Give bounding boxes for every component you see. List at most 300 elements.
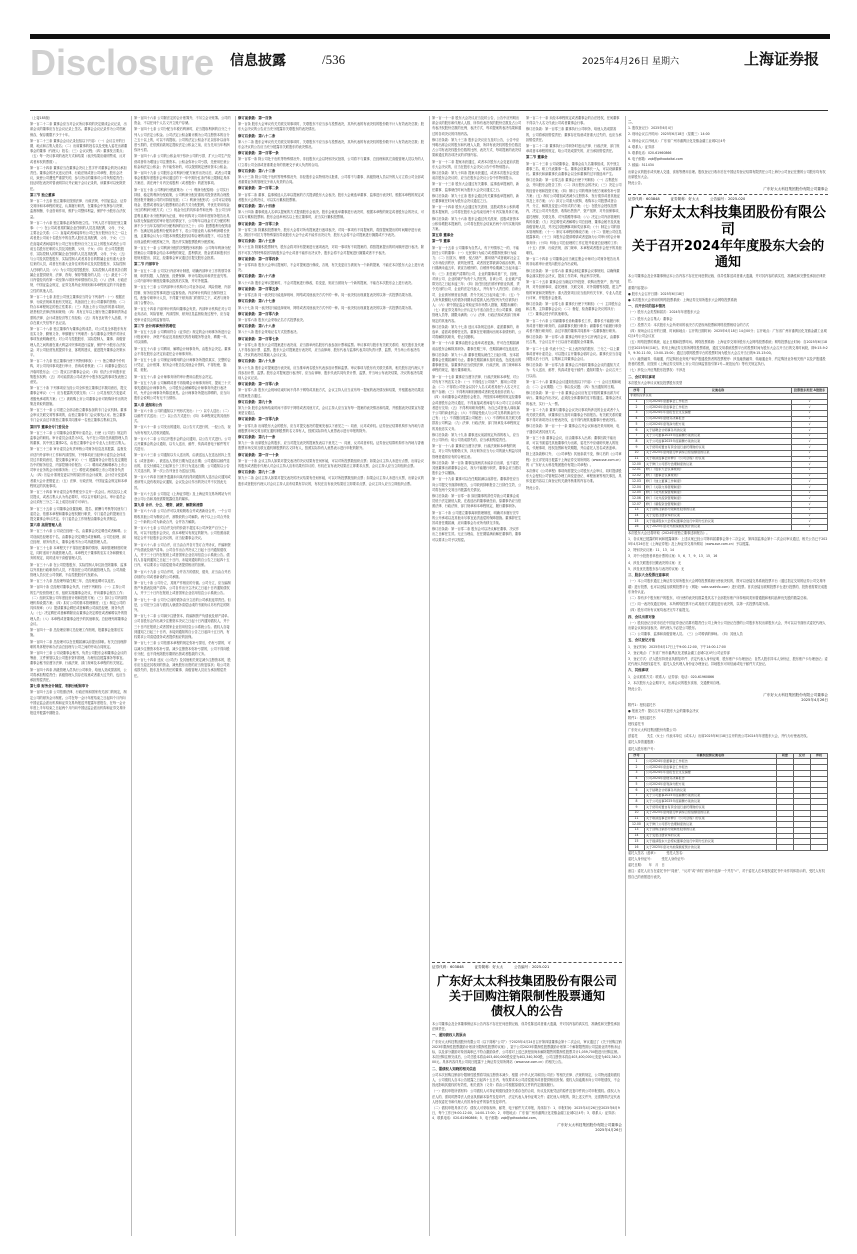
paragraph: 修订后条款：第八十二条: [238, 133, 276, 138]
paragraph: 第一百三十九条 总经理每届任期三年，总经理连聘可以连任。: [30, 579, 118, 584]
vote-mark-cell: √: [792, 473, 828, 479]
paragraph: 第八十六条 股东会审议提案时，不会对提案进行修改，若变更，则应当被视为一个新的提案，不能在本次股东会上进行表决。: [238, 280, 415, 285]
paragraph: 第一百零一条 除公司处于危机等特殊情况外，非经股东大会以特别决议批准，公司将不与董事、总经理和其它高级管理人员以外的人订立将公司全部或者重要业务的管理交予该人负责的合同。: [238, 157, 424, 167]
table-cell: 关于续聘会计师事务所的议案: [644, 428, 791, 434]
paragraph: 修订后条款：第一百零一条 如因董事的辞任导致公司董事会成员低于法定最低人数，在改选出的董事就任前，原董事仍应当依照法律、行政法规、部门规章和本章程规定，履行董事职务。: [432, 494, 522, 509]
paragraph: 5、涉及优先股股东参与表决的议案：无: [628, 566, 685, 571]
paragraph: 委托人身份证号： 受托人身份证号：: [628, 856, 687, 861]
column-divider: [131, 116, 132, 1236]
proxy-table: [628, 753, 828, 851]
paragraph: 修订后条款：第一百零八条 董事会每年至少召开两次会议，由董事长召集，于会议召开十日以前书面通知全体董事。: [526, 335, 620, 345]
table-cell: 修订《股东大会议事规则》: [644, 467, 791, 473]
paragraph: 修订前条款：第一百零二条: [238, 186, 279, 191]
paragraph: 第八十九条 股东会对提案进行表决前，应当推举两名股东代表参加计票和监票。审议事项与股东有关联关系的，相关股东及代理人不得参加计票、监票。股东会对提案进行表决时，应当由律师、股东代表共同负责计票、监票，并当场公布表决结果，决议的表决结果载入会议记录。: [238, 365, 424, 380]
table-cell: 公司2024年度董事会工作报告: [644, 759, 776, 765]
masthead: [30, 34, 830, 84]
paragraph: 第一百二十三条 董事会会议记录包括以下内容：（一）会议召开的日期、地点和召集人姓名；（二）出席董事的姓名以及受他人委托出席董事会的董事（代理人）姓名；（三）会议议程；（四）董事发言要点；（五）每一决议事项的表决方式和结果（表决结果应载明赞成、反对或者弃权的票数）。: [30, 138, 128, 164]
table-cell: 6: [629, 428, 645, 434]
table-header-cell: 投票股东类型 A股股东: [792, 388, 828, 394]
table-cell: 3: [629, 770, 645, 776]
paragraph: 六、其他事项: [628, 668, 649, 673]
paragraph: （一）股东大会类型和届次：2024年年度股东大会: [628, 310, 700, 315]
paragraph: （一）债权申报所需材料：公司债权人可持证明债权债务关系存在的合同、协议及其他凭证的原件及复印件到公司申报债权。债权人为法人的，需同时携带法人营业执照副本原件及复印件、法定代表人身份证明文件；委托他人申报的，除上述文件外，还需携带法定代表人授权委托书和代理人有效身份证件的原件及复印件。: [432, 1089, 621, 1104]
table-section-cell: 非累积投票议案: [629, 393, 828, 399]
paragraph: 第一百一十九条 董事可以在任期届满以前辞任。董事辞任应当向公司提交书面辞职报告，公司收到辞职报告之日辞任生效，公司将在两个交易日内披露有关情况。: [432, 477, 522, 492]
notice-code-line: 证券代码：603848 证券简称：好太太 公告编号：2025-021: [432, 965, 550, 969]
notice-title-line-2: 关于召开2024年年度股东大会的: [631, 239, 825, 255]
table-cell: 修订《董事会议事规则》: [644, 473, 791, 479]
paragraph: 委托人股东账户号：: [628, 746, 657, 751]
paragraph: （四）股东对所有议案均表决完毕才能提交。: [628, 608, 692, 613]
paragraph: 重要内容提示：: [628, 285, 651, 290]
paragraph: 第九十二条 会议主持人如果对提交表决的决议结果有任何怀疑，可以对所投票数组织点票；如果会议主持人未进行点票，出席会议的股东或者股东代理人对会议主持人宣布结果有异议的，有权在宣布表决结果后立即要求点票，会议主持人应当立即组织点票。: [238, 476, 424, 486]
table-header-cell: 序号: [629, 388, 645, 394]
paragraph: 第一百三十五条 公司董事会设置战略、提名、薪酬与考核等其他专门委员会，依照本章程和董事会授权履行职责，专门委员会的提案应当提交董事会审议决定。专门委员会工作规程由董事会负责制定。: [30, 506, 127, 522]
table-cell: 7: [629, 433, 645, 439]
vote-mark-cell: √: [792, 479, 828, 485]
paragraph: 第一百零六条 股东大会采取记名方式投票表决。: [238, 317, 306, 322]
paragraph: （五）网络投票的系统、起止日期和投票时间。网络投票系统：上海证券交易所股东大会网络投票系统；网络投票起止时间：自2025年6月18日至2025年6月18日。采用上海证券交易所网络投票系统，通过交易系统投票平台的投票时间为股东大会召开当日的交易时间段，即9:15-9:25，9:30-11:30，13:00-15:00；通过互联网投票平台的投票时间为股东大会召开当日的9:15-15:00。: [628, 340, 828, 355]
paragraph: （六）融资融券、转融通、约定购回业务账户和沪股通投资者的投票程序：涉及融资融券、转融通业务、约定购回业务相关账户以及沪股通投资者的投票，应按照《上海证券交易所上市公司自律监管指引第1号—规范运作》等有关规定执行。: [628, 357, 826, 367]
text-column-2: [134, 116, 232, 1236]
column-divider: [429, 116, 430, 1236]
paragraph: （二）持有多个股东账户的股东，可行使的表决权数量是其名下全部股东账户所持相同类别普通股和相同品种优先股的数量总和。: [628, 595, 810, 600]
paragraph: 第一百一十三条 股东大会通过有关董事、监事选举提案的，新任董事、监事就任时间为股东大会决议通过之日。: [432, 182, 520, 192]
vote-mark-cell: √: [792, 490, 828, 496]
table-cell: 7: [629, 793, 645, 799]
paragraph: 修订后条款：第九十三条 股东会决议应当及时公告，公告中应列明出席会议的股东和代理人人数、所持有表决权的股份总数及占公司有表决权股份总数的比例、表决方式、每项提案的表决结果和通过的各项决议的详细内容。: [432, 137, 522, 158]
paragraph: 修订后条款：第九十八条 董事任期从就任之日起计算，至本届董事会任期届满时为止。董事任期届满未及时改选，在改选出的董事就任前，原董事仍应当依照法律、行政法规、部门规章和本章程的规定，履行董事职务。: [432, 352, 522, 373]
paragraph: 2. 现场会议召开时间：2025年6月18日（星期三）14:00: [628, 132, 710, 137]
paragraph: 修订前条款：第一百零四条: [238, 256, 279, 261]
paragraph: 4. 联系人：证券部: [628, 144, 655, 149]
paragraph: ● 股东大会召开日期：2025年6月18日: [628, 291, 685, 296]
paragraph: 第一百一十五条 公司董事为自然人，有下列情形之一的，不能担任公司的董事：（一）无民事行为能力或者限制民事行为能力；（二）因贪污、贿赂、侵占财产、挪用财产或者破坏社会主义市场经济秩序，被判处刑罚，或者因犯罪被剥夺政治权利，执行期满未逾五年，被宣告缓刑的，自缓刑考验期满之日起未逾二年；（三）担任破产清算的公司、企业的董事或者厂长、经理，对该公司、企业的破产负有个人责任的，自该公司、企业破产清算完结之日起未逾三年；（四）担任因违法被吊销营业执照、责令关闭的公司、企业的法定代表人，并负有个人责任的，自该公司、企业被吊销营业执照、责令关闭之日起未逾三年；（五）个人所负数额较大的债务到期未清偿被人民法院列为失信被执行人；（六）被中国证监会采取证券市场禁入措施，期限未满的；（七）被证券交易所公开认定为不适合担任上市公司董事、高级管理人员等，期限未满的；（八）法律、行政法规或者部门规章规定的其他内容。: [432, 245, 522, 323]
table-cell: 2: [629, 405, 645, 411]
paragraph: 修订前条款：第一百零八条: [238, 382, 279, 387]
table-cell: 关于修订公司部分治理制度的议案: [644, 462, 791, 468]
paragraph: 修订后条款：第八十七条: [238, 299, 276, 304]
paragraph: 第一百二十二条 董事会应当对会议所议事项的决定做成会议记录，出席会议的董事应当在会议记录上签名。董事会会议记录作为公司档案保存，保存期限不少于十年。: [30, 122, 127, 137]
paragraph: 三、股东大会投票注意事项: [628, 573, 669, 578]
paragraph: 授权委托书: [628, 721, 644, 726]
paragraph: 5. 联系电话：020-61960866: [628, 151, 672, 156]
paragraph: 第八十七条 同一表决权只能选择现场、网络或者其他表决方式中的一种。同一表决权出现重复表决的以第一次投票结果为准。: [238, 305, 415, 310]
notice-title-line-2: 关于回购注销限制性股票通知: [448, 989, 605, 1003]
notice-body: [432, 1022, 622, 1122]
paragraph: 第二节 内部审计: [134, 262, 159, 267]
table-cell: 公司2024年度利润分配方案: [644, 782, 776, 788]
proxy-form-footer: [628, 851, 828, 880]
paragraph: 2、本次股东大会会期半天，出席会议的股东食宿、交通费用自理。: [628, 680, 723, 685]
vote-mark-cell: √: [792, 445, 828, 451]
paragraph: 第八十八条 股东会采取记名方式投票表决。: [238, 330, 300, 335]
paragraph: 除上述条款修订外，《公司章程》其他条款不变，修订后的《公司章程》全文详见同日披露于上海证券交易所网站（www.sse.com.cn）的《广东好太太科技集团股份有限公司章程》。: [526, 452, 622, 467]
paragraph: 广东好太太科技集团股份有限公司（以下简称“公司”）于2025年4月24日召开第四届董事会第十二次会议，审议通过了《关于回购注销2023年限制性股票激励计划部分限制性股票的议案》，鉴于公司2023年限制性股票激励计划第二个解除限售期公司层面业绩考核未达标，以及部分激励对象因离职已不符合激励条件，公司将对上述已获授但尚未解除限售的限制性股票共计1,059,700股进行回购注销。本次回购注销完成后，公司总股本将由403,400,000股变更为402,340,300股，公司注册资本将由403,400,000元变更为402,340,300元。具体内容详见公司同日披露于上海证券交易所网站（www.sse.com.cn）的相关公告。: [432, 1039, 622, 1065]
paragraph: 第一百二十九条 独立董事行使下列特别职权：（一）独立聘请中介机构，对公司具体事项进行审计、咨询或者核查；（二）向董事会提议召开临时股东会；（三）提议召开董事会会议；（四）依法公开向股东征集股东权利；（五）对可能损害公司或者中小股东权益的事项发表独立意见。: [30, 359, 128, 384]
notice-title-line-3: 债权人的公告: [490, 1004, 563, 1018]
paragraph: 修订前条款：第一百零九条: [238, 417, 279, 422]
table-cell: 14: [629, 833, 645, 839]
newspaper-logo: 上海证券报: [744, 50, 820, 68]
table-header-cell: 弃权: [810, 753, 827, 759]
paragraph: 第一百一十八条 董事应当遵守法律、行政法规和本章程的规定，对公司负有勤勉义务，执行职务应当为公司的最大利益尽到管理者通常应有的合理注意。: [432, 444, 522, 459]
paragraph: 修订后条款：第一百零三条 董事执行公司职务，给他人造成损害的，公司将承担赔偿责任；董事存在故意或者重大过失的，也应当承担赔偿责任。: [526, 127, 622, 142]
issue-date: 2025年4月26日 星期六: [582, 57, 679, 67]
table-cell: 关于公司监事2025年度薪酬方案的议案: [644, 439, 791, 445]
paragraph: 第一百二十一条 未经本章程规定或者董事会的合法授权，任何董事不得以个人名义代表公司或者董事会行事。: [526, 116, 620, 126]
paragraph: 第一百条 股东大会审议有关关联交易事项时，关联股东不应当参与投票表决，其所代表的有表决权的股份数不计入有效表决总数；股东大会决议的公告应当充分披露非关联股东的表决情况。: [238, 122, 424, 132]
paragraph: 第一百三十八条 在公司控股股东、实际控制人单位担任除董事、监事以外其他行政职务的人员，不得担任公司的高级管理人员。公司高级管理人员仅在公司领薪，不由控股股东代发薪水。: [30, 562, 127, 578]
paragraph: 第一百一十六条 董事由股东会选举或者更换，并可在任期届满前由股东会解除其职务。董事任期三年，任期届满可连选连任。: [432, 341, 522, 351]
table-cell: 12.06: [629, 496, 645, 502]
notice-title-line-3: 通知: [714, 255, 741, 271]
paragraph: ● 报备文件：提议召开本次股东大会的董事会决议: [628, 709, 699, 714]
paragraph: 修订后条款：第八十五条: [238, 239, 276, 244]
paragraph: 第一百四十七条 公司分配当年税后利润时，应当提取利润的百分之十列入公司法定公积金。公司法定公积金累计额为公司注册资本的百分之五十以上的，可以不再提取。公司的法定公积金不足以弥补以前年度亏损的，在依照前款规定提取法定公积金之前，应当先用当年利润弥补亏损。: [134, 127, 231, 153]
table-cell: 5: [629, 422, 645, 428]
paragraph: 第一百六十二条 公司召开股东会的会议通知，以公告方式进行。公司召开董事会的会议通知，以专人送出、邮件、传真或者电子邮件等方式进行。: [134, 436, 231, 452]
table-cell: 关于使用闲置自有资金进行委托理财的议案: [644, 805, 776, 811]
notice-code-line: 证券代码：603848 证券简称：好太太 公告编号：2025-020: [628, 197, 746, 202]
paragraph: 第九章 合并、分立、增资、减资、解散和清算: [134, 503, 203, 508]
vote-mark-cell: √: [792, 433, 828, 439]
paragraph: 第二节 董事会: [526, 155, 548, 160]
table-cell: 修订《募集资金管理制度》: [644, 502, 791, 508]
paragraph: 修订后条款：第九十四条 提案未获通过，或者本次股东会变更前次股东会决议的，应当在股东会决议公告中作特别提示。: [432, 171, 520, 181]
paragraph: 第一百五十七条 公司保证向聘用的会计师事务所提供真实、完整的会计凭证、会计账簿、财务会计报告及其他会计资料，不得拒绝、隐匿、谎报。: [134, 357, 231, 373]
table-header-cell: 序号: [629, 753, 645, 759]
paragraph: 第九十一条 出席股东会的股东，应当对提交表决的提案发表以下意见之一：同意、反对或者弃权。证券登记结算机构作为内地与香港股票市场交易互联互通机制股票的名义持有人，按照实际持有人意思表示进行申报的除外。: [238, 441, 424, 451]
paragraph: 第一节 董事: [432, 239, 451, 244]
vote-choice-cell[interactable]: [793, 845, 810, 851]
paragraph: 修订后条款：第九十二条: [238, 470, 276, 475]
paragraph: 第一百三十四条 审计委员会每季度至少召开一次会议。两名及以上成员提议，或者召集人认为有必要时，可以召开临时会议。审计委员会会议须有三分之二以上成员出席方可举行。: [30, 490, 127, 505]
notice-date: 2025年4月26日: [801, 698, 828, 703]
paragraph: 第一百五十六条 公司聘用、解聘会计师事务所，由股东会决定。董事会不得在股东会决定前委任会计师事务所。: [134, 346, 231, 356]
table-cell: 公司2024年度财务决算报告: [644, 416, 791, 422]
paragraph: 第一百七十条 公司分立，其财产作相应的分割。公司分立，应当编制资产负债表及财产清单。公司自作出分立决议之日起十日内通知债权人，并于三十日内在报纸上或者国家企业信用信息公示系统公告。: [134, 581, 231, 596]
paragraph: 第三节 会计师事务所的聘任: [134, 323, 176, 328]
vote-mark-cell: √: [792, 456, 828, 462]
paragraph: 特此公告。: [628, 686, 644, 691]
table-cell: 2: [629, 765, 645, 771]
paragraph: 第一百六十七条 公司合并支付的价款不超过本公司净资产百分之十的，可以不经股东会决议，但本章程另有规定的除外。公司依照前款规定合并不经股东会决议的，应当经董事会决议。: [134, 526, 230, 541]
vote-choice-cell[interactable]: [810, 845, 827, 851]
section-title: 信息披露: [230, 53, 286, 69]
paragraph: 第一百五十一条 公司利润分配的决策程序和机制：公司每年利润分配预案由公司董事会结合本章程的规定、盈利情况、资金需求和股东回报规划提出、拟定，经董事会审议通过后提交股东会批准。: [134, 245, 231, 261]
vote-mark-cell: √: [792, 450, 828, 456]
notice-separator: [628, 194, 828, 195]
table-cell: 1: [629, 759, 645, 765]
table-cell: 修订《关联交易管理制度》: [644, 485, 791, 491]
table-cell: 公司2024年度财务决算报告: [644, 776, 776, 782]
paragraph: 第一百二十四条 公司董事会应当就注册会计师对公司财务报告出具的非标准审计意见向股东会作出说明。: [526, 257, 620, 267]
table-cell: 公司2024年年度报告全文及摘要: [644, 770, 776, 776]
paragraph: 第一百六十八条 公司合并，应当由合并各方签订合并协议，并编制资产负债表及财产清单。公司自作出合并决议之日起十日内通知债权人，并于三十日内在报纸上或者国家企业信用信息公示系统公告。债权人自接到通知之日起三十日内，未接到通知的自公告之日起四十五日内，可以要求公司清偿债务或者提供相应的担保。: [134, 542, 231, 568]
table-cell: 11: [629, 456, 645, 462]
paragraph: 四、会议出席对象: [628, 614, 656, 619]
paragraph: 第一百二十五条 独立董事应按照法律、行政法规、中国证监会、证券交易所和本章程的规定，认真履行职责，在董事会中发挥参与决策、监督制衡、专业咨询作用，维护公司整体利益，保护中小股东合法权益。: [30, 199, 127, 219]
paragraph: 第九十条 股东会现场结束时间不得早于网络或者其他方式，会议主持人应当宣布每一提案的表决情况和结果，并根据表决结果宣布提案是否通过。: [238, 405, 424, 416]
table-cell: 关于公司监事2025年度薪酬方案的议案: [644, 799, 776, 805]
notice-company-title: 广东好太太科技集团股份有限公司: [630, 205, 826, 239]
paragraph: 第八十三条 除公司处于危机等特殊情况外，非经股东会以特别决议批准，公司将不与董事、高级管理人员以外的人订立将公司全部或者重要业务的管理交予该人负责的合同。: [238, 175, 424, 185]
vote-mark-cell: √: [792, 416, 828, 422]
paragraph: 修订后条款：第九十五条 股东会通过有关董事选举提案的，新任董事就任时间为股东会决议通过之日。: [432, 193, 520, 204]
table-cell: 修订《对外担保管理制度》: [644, 490, 791, 496]
paragraph: 第五章 董事会: [432, 233, 454, 238]
table-header-cell: 反对: [793, 753, 810, 759]
table-cell: 15: [629, 839, 645, 845]
vote-mark-cell: √: [792, 410, 828, 416]
paragraph: 修订前条款：第一百零三条: [238, 221, 279, 226]
paragraph: 第一百六十三条 公司通知以专人送出的，由被送达人在送达回执上签名（或者盖章），被送达人签收日期为送达日期；公司通知以邮件送出的，自交付邮局之日起第五个工作日为送达日期；公司通知以公告方式送出的，第一次公告刊登日为送达日期。: [134, 453, 231, 473]
table-cell: 关于回购注销部分限制性股票的议案: [644, 827, 776, 833]
paragraph: 修订后条款：第一百一十一条 董事会召开会议和表决采用现场、电子通信或者其他方式。: [526, 424, 620, 434]
vote-mark-cell: √: [792, 507, 828, 513]
table-cell: 12.07: [629, 502, 645, 508]
paragraph: 二、会议审议事项: [628, 374, 656, 379]
vote-mark-cell: √: [792, 519, 828, 525]
paragraph: 第八十二条 股东会审议有关关联交易事项时，关联股东不应当参与投票表决，其所代表的有表决权的股份数不计入有效表决总数；股东会决议的公告应当充分披露非关联股东的表决情况。: [238, 139, 424, 150]
paragraph: 委托人持普通股数：: [628, 740, 657, 745]
buyback-notice: [432, 960, 622, 1236]
vote-mark-cell: √: [792, 485, 828, 491]
table-cell: 10: [629, 450, 645, 456]
paragraph: 第一百七十四条 违反《公司法》及其他相关规定减少注册资本的，股东应当退还其收到的资金，减免股东出资的应当恢复原状；给公司造成损失的，股东及负有责任的董事、高级管理人员应当承担赔偿责任。: [134, 657, 231, 678]
paragraph: 第一百四十六条 公司除法定的会计账簿外，不另立会计账簿。公司的资金，不以任何个人名义开立账户存储。: [134, 116, 231, 126]
paragraph: 五、会议登记方法: [628, 638, 656, 643]
table-cell: 关于使用闲置自有资金进行委托理财的议案: [644, 445, 791, 451]
paragraph: （一）股权登记日收市后在中国证券登记结算有限责任公司上海分公司登记在册的公司股东有权出席股东大会，并可以以书面形式委托代理人出席会议和参加表决。该代理人不必是公司股东。: [628, 620, 826, 630]
vote-mark-cell: √: [792, 405, 828, 411]
vote-mark-cell: √: [792, 467, 828, 473]
table-cell: 8: [629, 439, 645, 445]
proxy-form-text: [628, 703, 828, 752]
table-cell: 关于2025年度对外担保额度预计的议案: [644, 524, 791, 530]
vote-mark-cell: √: [792, 462, 828, 468]
table-cell: 13: [629, 827, 645, 833]
notice-signature: 广东好太太科技集团股份有限公司董事会: [763, 693, 828, 698]
paragraph: 第一百一十七条 董事应当遵守法律、行政法规和本章程，对公司负有下列忠实义务：（一）不得侵占公司财产、挪用公司资金；（二）不得将公司资金以其个人名义或者其他个人名义开立账户存储；（三）不得利用职权贿赂或者收受其他非法收入；（四）未向董事会或者股东会报告，并按照本章程的规定经董事会或者股东会决议通过，不得直接或者间接与本公司订立合同或者进行交易；（五）不得利用职务便利，为自己或者他人谋取属于公司的商业机会；（六）不得接受他人与公司交易的佣金归为己有；（七）不得擅自披露公司秘密；（八）不得利用其关联关系损害公司利益；（九）法律、行政法规、部门规章及本章程规定的其他忠实义务。: [432, 374, 522, 431]
table-header-cell: 同意: [776, 753, 793, 759]
notice-date: 2025年4月26日: [595, 1127, 622, 1132]
notice-body: [628, 274, 828, 386]
paragraph: 修订后条款：第八十八条: [238, 324, 276, 329]
masthead-logo-word: Disclosure: [30, 42, 215, 83]
table-header-cell: 非累积投票议案名称: [644, 753, 776, 759]
paragraph: 第一百二十四条 董事应当在董事会决议上签字并对董事会的决议承担责任。董事会的决议违反法律、行政法规或者公司章程、股东会决议，致使公司遭受严重损失的，参与决议的董事对公司负赔偿责任；经证明在表决时曾表明异议并记载于会议记录的，该董事可以免除责任。: [30, 165, 127, 191]
paragraph: 第一百七十三条 公司依照本章程的规定弥补亏损后，仍有亏损的，可以减少注册资本弥补亏损。减少注册资本弥补亏损的，公司不得向股东分配，也不得免除股东缴纳出资或者股款的义务。: [134, 641, 231, 656]
table-cell: 关于2025年度向银行申请综合授信额度的议案: [644, 450, 791, 456]
table-cell: 16: [629, 845, 645, 851]
previous-notice-tail: [628, 120, 828, 186]
paragraph: （二）债权申报具体方式：债权人可采取现场、邮寄、电子邮件方式申报，具体如下：1、申报时间：2025年4月26日至2025年6月9日，每个工作日9:00-12:00，14:00-17:00；2、申报地点：广东省广州市番禺区化龙镇金湖工业城C区4号；3、联系人：证券部；4、联系电话：020-61960866；5、电子邮箱：zqb@gdhaotaitai.com。: [432, 1106, 620, 1121]
paragraph: 修订后条款：第九十九条 董事违反前款规定所得的收入，应当归公司所有；给公司造成损失的，应当承担赔偿责任。: [432, 432, 520, 442]
paragraph: 委托人签名（盖章）： 受托人签名：: [628, 850, 686, 855]
table-cell: 3: [629, 410, 645, 416]
paragraph: 广东好太太科技集团股份有限公司：: [628, 727, 679, 732]
paragraph: 2、登记地点：广东省广州市番禺区化龙镇金湖工业城C区4号公司证券部: [628, 650, 730, 655]
table-cell: 12.04: [629, 485, 645, 491]
paragraph: 1、登记时间：2025年6月17日上午9:00-12:00，下午14:00-17:00: [628, 644, 726, 649]
table-cell: 9: [629, 805, 645, 811]
table-cell: 12.00: [629, 462, 645, 468]
paragraph: 第一百一十四条 股东大会通过有关派现、送股或资本公积转增股本提案的，公司将在股东大会结束后两个月内实施具体方案。: [432, 205, 522, 215]
notice-separator: [432, 962, 622, 963]
table-cell: 关于2025年度向银行申请综合授信额度的议案: [644, 810, 776, 816]
paragraph: 第一百三十六条 公司设总经理一名，由董事会决定聘任或者解聘。公司设副总经理若干名，由董事会决定聘任或者解聘。公司总经理、副总经理、财务负责人、董事会秘书为公司高级管理人员。: [30, 529, 127, 544]
paragraph: 修订后条款：第一百零五条 董事会行使下列职权：（一）召集股东会，并向股东会报告工作；（二）执行股东会的决议；（三）决定公司的经营计划和投资方案；（四）制订公司的利润分配方案和弥补亏损方案；（五）制订公司增加或者减少注册资本、发行债券或者其他证券及上市方案；（六）拟订公司重大收购、收购本公司股票或者合并、分立、解散及变更公司形式的方案；（七）在股东会授权范围内，决定公司对外投资、收购出售资产、资产抵押、对外担保事项、委托理财、关联交易、对外捐赠等事项；（八）决定公司内部管理机构的设置；（九）决定聘任或者解聘公司总经理、董事会秘书及其他高级管理人员，并决定其报酬事项和奖惩事项；（十）制定公司的基本管理制度；（十一）制订本章程的修改方案；（十二）管理公司信息披露事项；（十三）向股东会提请聘请或者更换为公司审计的会计师事务所；（十四）听取公司总经理的工作汇报并检查总经理的工作；（十五）法律、行政法规、部门规章、本章程或者股东会授予的其他职权。: [526, 178, 622, 256]
paragraph: 第一百一十一条 股东大会决议应当及时公告，公告中应列明出席会议的股东和代理人人数、所持有表决权的股份总数及占公司有表决权股份总数的比例、表决方式、每项提案的表决结果和通过的各项决议的详细内容。: [432, 116, 522, 136]
paragraph: 修订前条款：第一百零七条: [238, 336, 279, 341]
paragraph: 第一百零四条 股东大会审议提案时，不会对提案进行修改，否则，有关变更应当被视为一个新的提案，不能在本次股东大会上进行表决。: [238, 263, 424, 273]
table-cell: 关于取消监事会并修订《公司章程》的议案: [644, 456, 791, 462]
paragraph: 修订后条款：第一百零二条 股东会可以决议解任董事，决议作出之日解任生效。无正当理由，在任期届满前解任董事的，董事可以要求公司予以赔偿。: [432, 527, 522, 542]
vote-mark-cell: √: [792, 439, 828, 445]
paragraph: 第一百零三条 除累积投票制外，股东大会将对所有提案进行逐项表决，对同一事项有不同提案的，将按提案提出的时间顺序进行表决。除因不可抗力等特殊原因导致股东大会中止或不能作出决议外，股东大会将不会对提案进行搁置或不予表决。: [238, 227, 421, 238]
table-cell: 9: [629, 445, 645, 451]
paragraph: 第一百五十二条 公司实行内部审计制度，明确内部审计工作的领导体制、职责权限、人员配备、经费保障、审计结果运用和责任追究等。公司内部审计制度经董事会批准后实施，并对外披露。: [134, 268, 231, 284]
paragraph: 6. 电子邮箱：zqb@gdhaotaitai.com: [628, 157, 683, 162]
paragraph: 第一百一十二条 提案未获通过，或者本次股东大会变更前次股东大会决议的，应当在股东大会决议公告中作特别提示。: [432, 159, 520, 169]
paragraph: 第一百六十九条 公司合并时，合并各方的债权、债务，应当由合并后存续的公司或者新设的公司承继。: [134, 569, 231, 579]
notice-signature: 广东好太太科技集团股份有限公司董事会: [557, 1122, 622, 1127]
paragraph: 修订后条款：第九十七条 违反本条规定选举、委派董事的，该选举、委派或者聘任无效。董事在任职期间出现本条情形的，公司将解除其职务，停止其履职。: [432, 324, 522, 340]
paragraph: 一、召开会议的基本情况: [628, 304, 666, 309]
paragraph: （二）公司董事、监事和高级管理人员。（三）公司聘请的律师。（四）其他人员: [628, 632, 743, 637]
paragraph: 第一百五十条 公司利润分配政策为：（一）利润分配原则：公司实行持续、稳定的利润分配政策，公司利润分配应重视对投资者的合理投资回报并兼顾公司的可持续发展；（二）利润分配形式：公司可以采取现金、股票或者现金与股票相结合的方式分配股利，并优先采用现金分红的利润分配方式；（三）现金分红的具体条件和比例：在公司当年盈利且累计未分配利润为正值、审计机构对公司该年度财务报告出具标准无保留意见的审计报告的情况下，公司每年以现金方式分配的利润不少于当年实现的可分配利润的百分之十；（四）股票股利分配的条件：在满足现金股利分配的条件下，若公司营业收入和净利润增长快速，且董事会认为公司股本规模及股权结构合理的前提下，可以在提出现金股利分配预案之外，提出并实施股票股利分配预案。: [134, 187, 232, 244]
table-cell: 12.03: [629, 479, 645, 485]
vote-mark-cell: √: [792, 513, 828, 519]
paragraph: 第一百四十八条 公司的公积金用于弥补公司的亏损、扩大公司生产经营或者转为增加公司注册资本。公积金弥补公司亏损，先使用任意公积金和法定公积金；仍不能弥补的，可以按照规定使用资本公积金。: [134, 154, 231, 169]
paragraph: 二、需债权人知晓的相关信息: [432, 1066, 477, 1071]
vote-mark-cell: √: [792, 496, 828, 502]
paragraph: 第一百二十六条 公司副董事长协助董事长工作，董事长不能履行职务或者不履行职务的，由副董事长履行职务；副董事长不能履行职务或者不履行职务的，由过半数的董事共同推举一名董事履行职务。: [526, 318, 622, 333]
paragraph: 修订后条款：第一百一十条 董事会会议应有过半数的董事出席方可举行。董事会作出决议，必须经全体董事的过半数通过。董事会决议的表决，实行一人一票。: [526, 391, 622, 406]
paragraph: 第一百二十八条 董事会会议通知包括以下内容：（一）会议日期和地点；（二）会议期限；（三）事由及议题；（四）发出通知的日期。: [526, 379, 622, 389]
table-cell: 关于修订公司部分治理制度的议案: [644, 822, 776, 828]
table-cell: 8: [629, 799, 645, 805]
paragraph: 出席会议的股东或代理人交通、食宿等费用自理。股权登记日收市后在中国证券登记结算有限责任公司上海分公司登记在册的公司股东均有权出席股东大会。: [628, 169, 826, 179]
paragraph: 本公司董事会及全体董事保证本公告内容不存在任何虚假记载、误导性陈述或者重大遗漏，并对其内容的真实性、准确性和完整性承担法律责任。: [432, 1022, 621, 1032]
paragraph: （二）股东大会召集人：董事会: [628, 316, 673, 321]
page-number: /536: [322, 52, 346, 67]
text-column-1: [30, 116, 128, 1236]
paragraph: （一）本公司股东通过上海证券交易所股东大会网络投票系统行使表决权的，既可以登陆交易系统投票平台（通过指定交易的证券公司交易终端）进行投票，也可以登陆互联网投票平台（网址：vote.sseinfo.com）进行投票。首次登陆互联网投票平台进行投票的，投资者需要完成股东身份认证。: [628, 579, 828, 594]
paragraph: 修订后条款：第八十六条: [238, 274, 276, 279]
paragraph: 修订后条款：第一百条 董事连续两次未能亲自出席，也不委托其他董事出席董事会会议，视为不能履行职责，董事会应当建议股东会予以撤换。: [432, 460, 522, 476]
paragraph: 修订后条款：第九十条: [238, 399, 272, 404]
table-cell: 关于公司董事2025年度薪酬方案的议案: [644, 433, 791, 439]
table-cell: 公司2024年度监事会工作报告: [644, 765, 776, 771]
table-cell: 10: [629, 810, 645, 816]
paragraph: 修订前条款：第一百零六条: [238, 311, 279, 316]
paragraph: 第一百二十二条 董事执行公司职务时违反法律、行政法规、部门规章或者本章程的规定，给公司造成损失的，应当承担赔偿责任。: [526, 144, 620, 154]
paragraph: 附件1：授权委托书: [628, 703, 656, 708]
table-cell: 14: [629, 513, 645, 519]
paragraph: 第三节 独立董事: [30, 192, 55, 197]
table-cell: 公司2024年年度报告全文及摘要: [644, 410, 791, 416]
paragraph: 第一百二十八条 独立董事作为董事会的成员，对公司及全体股东负有忠实义务、勤勉义务，审慎履行下列职责：参与董事会决策并对所议事项发表明确意见；对公司与控股股东、实际控制人、董事、高级管理人员之间的潜在重大利益冲突事项进行监督，保护中小股东合法权益；对公司经营发展提供专业、客观的建议，促进提升董事会决策水平。: [30, 326, 127, 357]
paragraph: 1、会议联系方式：联系人：证券部；电话：020-61960866: [628, 674, 715, 679]
paragraph: 第六章 高级管理人员: [30, 523, 62, 528]
vote-mark-cell: √: [792, 428, 828, 434]
vote-choice-cell[interactable]: [776, 845, 793, 851]
paragraph: ● 本次股东大会采用的网络投票系统：上海证券交易所股东大会网络投票系统: [628, 298, 737, 303]
table-cell: 12.05: [629, 490, 645, 496]
table-cell: 公司2024年度监事会工作报告: [644, 405, 791, 411]
paragraph: 第一百三十一条 公司建立全部由独立董事参加的专门会议机制。董事会审议关联交易等事项的，由独立董事专门会议事先认可。独立董事专门会议由过半数独立董事共同推举一名独立董事召集和主持。: [30, 407, 127, 423]
table-row: [629, 845, 828, 851]
paragraph: 修订后条款：第一百零九条 董事会召开临时董事会会议的通知方式为：专人送出、邮件、传真或者电子邮件；通知时限为：会议召开三日以前。: [526, 363, 622, 378]
table-cell: 12.01: [629, 467, 645, 473]
paragraph: 备注：委托人应当在委托书中“同意”、“反对”或“弃权”意向中选择一个并打“√”，对于委托人在本授权委托书中未作具体指示的，受托人有权按自己的意愿进行表决。: [628, 869, 825, 879]
table-cell: 1: [629, 399, 645, 405]
paragraph: 第一百四十条 总经理对董事会负责，行使下列职权：（一）主持公司的生产经营管理工作，组织实施董事会决议，并向董事会报告工作；（二）组织实施公司年度经营计划和投资方案；（三）拟订公司内部管理机构设置方案；（四）拟订公司的基本管理制度；（五）制定公司的具体规章；（六）提请董事会聘任或者解聘公司副总经理、财务负责人；（七）决定聘任或者解聘除应由董事会决定聘任或者解聘以外的管理人员；（八）本章程或者董事会授予的其他职权。总经理列席董事会会议。: [30, 585, 128, 626]
paragraph: 第一百五十八条 会计师事务所的审计费用由股东会决定。: [134, 374, 215, 379]
paragraph: 第一百四十三条 公司设董事会秘书，负责公司股东会和董事会会议的筹备、文件保管以及公司股东资料管理，办理信息披露事务等事宜。董事会秘书应遵守法律、行政法规、部门规章及本章程的有关规定。: [30, 650, 127, 666]
table-cell: 公司2024年度利润分配方案: [644, 422, 791, 428]
paragraph: 3、登记方式：法人股东持营业执照复印件、法定代表人身份证明、股东账户卡办理登记；自然人股东持本人身份证、股东账户卡办理登记；委托代理人持授权委托书、委托人及代理人身份证办理登记。异地股东可用信函或电子邮件方式登记。: [628, 656, 828, 667]
paragraph: 修订后条款：第一百零六条 董事会制定董事会议事规则，以确保董事会落实股东会决议，提高工作效率，保证科学决策。: [526, 268, 620, 278]
paragraph: 第四节 董事会专门委员会: [30, 424, 69, 429]
notice-company-title: 广东好太太科技集团股份有限公司: [436, 974, 617, 988]
table-cell: 12.02: [629, 473, 645, 479]
paragraph: 1. 股权登记日：2025年6月4日: [628, 126, 673, 131]
paragraph: 第一百六十一条 公司发出的通知，以公告方式进行的，一经公告，视为所有相关人员收到通知。: [134, 425, 231, 435]
paragraph: 4、涉及关联股东回避表决的议案：无: [628, 560, 682, 565]
paragraph: 第一百二十五条 董事会应当确定对外投资、收购出售资产、资产抵押、对外担保事项、委托理财、关联交易、对外捐赠等权限，建立严格的审查和决策程序；重大投资项目应当组织有关专家、专业人员进行评审，并报股东会批准。: [526, 280, 622, 300]
paragraph: 第一百二十九条 董事与董事会会议决议事项所涉及的企业或者个人有关联关系的，该董事应当及时向董事会书面报告。有关联关系的董事不得对该项决议行使表决权，也不得代理其他董事行使表决权。: [526, 407, 622, 423]
paragraph: 第一百零九条 出席股东大会的股东，应当对提交表决的提案发表以下意见之一：同意、反对或弃权。证券登记结算机构作为内地与香港股票市场交易互联互通机制股票的名义持有人，按照实际持有人意思表示进行申报的除外。: [238, 423, 424, 433]
masthead-rule: [30, 34, 830, 39]
paragraph: 3. 现场会议召开地点：广东省广州市番禺区化龙镇金湖工业城C区4号: [628, 138, 726, 143]
paragraph: 兹委托 先生（女士）代表本单位（或本人）出席2025年6月18日召开的贵公司2024年年度股东大会，并代为行使表决权。: [628, 734, 810, 739]
paragraph: 第一百六十五条 公司指定《上海证券报》及上海证券交易所网站为刊登公司公告和其他需要披露信息的媒体。: [134, 491, 231, 502]
header-divider: [30, 110, 828, 111]
agm-notice: [628, 120, 828, 1234]
paragraph: 委托日期： 年 月 日: [628, 863, 665, 868]
paragraph: （三）同一表决权通过现场、本所网络投票平台或其他方式重复进行表决的，以第一次投票结果为准。: [628, 602, 772, 607]
vote-mark-cell: √: [792, 502, 828, 508]
paragraph: （七）涉及公开征集股东投票权：不涉及: [628, 368, 686, 373]
vote-mark-cell: √: [792, 524, 828, 530]
paragraph: 修订后条款：第九十六条 股东会通过有关派现、送股或者资本公积转增股本提案的，公司将在股东会结束后两个月内实施具体方案。: [432, 216, 522, 232]
paragraph: 第一百三十三条 审计委员会负责审核公司财务信息及其披露、监督及评估内外部审计工作和内部控制，下列事项应当经审计委员会全体成员过半数同意后，提交董事会审议：（一）披露财务会计报告及定期报告中的财务信息、内部控制评价报告；（二）聘用或者解聘承办上市公司审计业务的会计师事务所；（三）聘任或者解聘上市公司财务负责人；（四）因会计准则变更以外的原因作出会计政策、会计估计变更或者重大会计差错更正；（五）法律、行政法规、中国证监会规定和本章程规定的其他事项。: [30, 447, 128, 488]
paragraph: 修订后条款：第九十一条: [238, 434, 276, 439]
table-cell: 12.00: [629, 822, 645, 828]
paragraph: 修订后条款：第八十三条: [238, 168, 276, 173]
paragraph: 第一百零二条 董事、监事候选人名单以提案的方式提请股东大会表决。股东大会就选举董事、监事进行表决时，根据本章程的规定或者股东大会的决议，可以实行累积投票制。: [238, 192, 424, 202]
paragraph: 第一百六十四条 因意外遗漏未向某有权得到通知的人送出会议通知或者该等人没有收到会议通知，会议及会议作出的决议并不仅因此无效。: [134, 475, 231, 490]
table-cell: 关于2025年度对外担保额度预计的议案: [644, 845, 776, 851]
paragraph: 修订前条款：第一百零五条: [238, 286, 279, 291]
paragraph: 第一百五十三条 公司内部审计机构对公司业务活动、风险管理、内部控制、财务信息等事项进行监督检查。内部审计机构应当保持独立性，配备专职审计人员，不得置于财务部门的领导之下，或者与财务部门合署办公。: [134, 285, 231, 305]
paragraph: 第一百二十条 公司建立董事离职管理制度，明确对未履行完毕的公开承诺以及其他未尽事宜追责追偿的保障措施。董事辞任生效或者任期届满，应向董事会办妥所有移交手续。: [432, 510, 522, 526]
paragraph: 第一百零八条 股东大会现场结束时间不得早于网络或其他方式，会议主持人应当宣布每一提案的表决情况和结果，并根据表决结果宣布提案是否通过。: [238, 388, 424, 398]
paragraph: 公司本次回购注销部分限制性股票将导致注册资本减少，根据《中华人民共和国公司法》等相关法律、法规的规定，公司特此通知债权人，公司债权人自本公告披露之日起四十五日内，有权要求本公司清偿债务或者提供相应担保。债权人如逾期未向公司申报债权，不会因此影响其债权的有效性，相关债务（义务）将由公司根据原债权文件的约定继续履行。: [432, 1072, 621, 1088]
paragraph: 3、对中小投资者单独计票的议案：5、6、7、9、13、15、16: [628, 554, 718, 559]
paragraph: 第一百零五条 同一表决权只能选择现场、网络或其他表决方式中的一种。同一表决权出现重复表决的以第一次投票结果为准。: [238, 293, 415, 298]
paragraph: 第一百五十四条 内部审计机构向董事会负责。内部审计机构在对公司业务活动、风险管理、内部控制、财务信息监督检查过程中，应当接受审计委员会的监督指导。: [134, 307, 231, 322]
paragraph: 特此公告。: [628, 181, 644, 186]
table-cell: 公司2024年度董事会工作报告: [644, 399, 791, 405]
table-cell: 关于提请股东大会授权董事会进行中期分红的议案: [644, 839, 776, 845]
paragraph: 第一百四十一条 总经理应制订总经理工作细则，报董事会批准后实施。: [30, 628, 124, 638]
paragraph: 第一百四十五条 公司依照法律、行政法规和国家有关部门的规定，制定公司的财务会计制度。公司在每一会计年度结束之日起四个月内向中国证监会派出机构和证券交易所报送并披露年度报告，在每一会计年度上半年结束之日起两个月内向中国证监会派出机构和证券交易所报送并披露中期报告。: [30, 690, 127, 716]
